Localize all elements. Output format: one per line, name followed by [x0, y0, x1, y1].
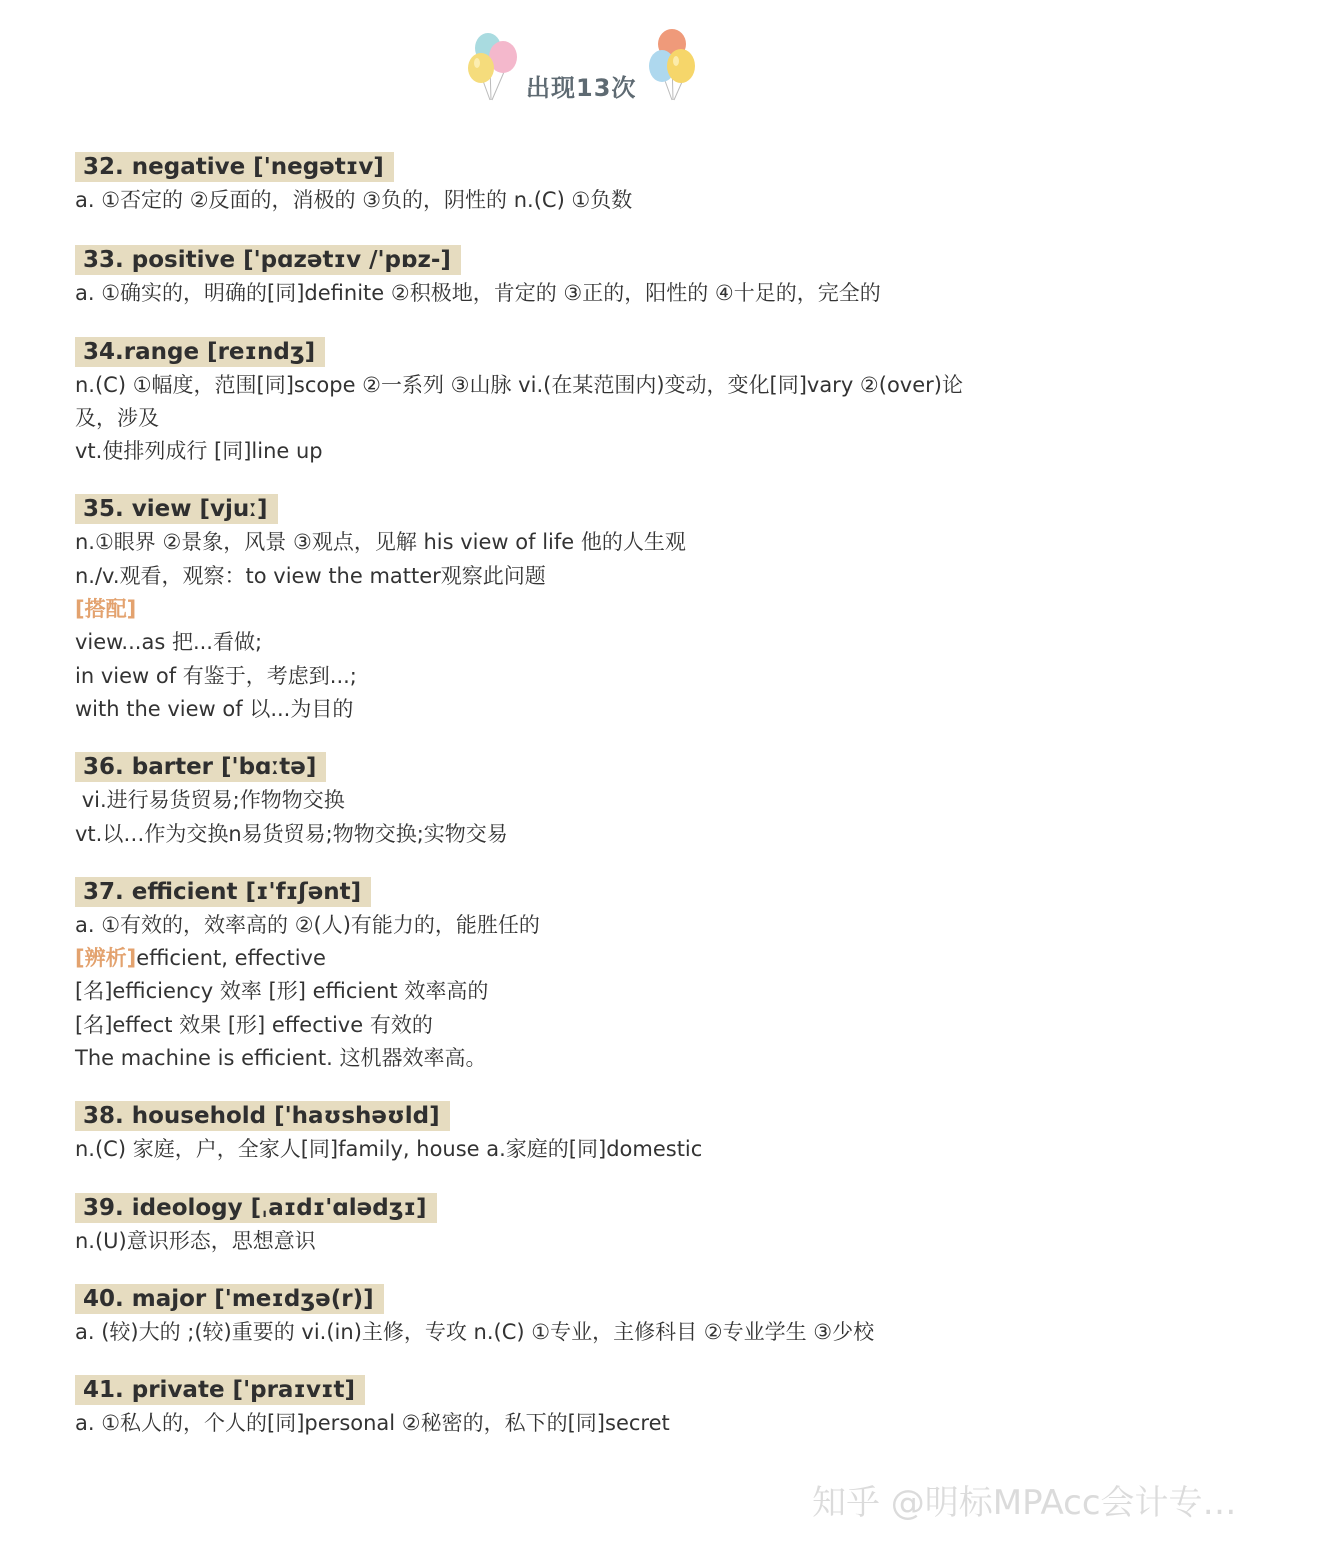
vocab-entry — [75, 877, 1255, 1075]
vocab-entry — [75, 1101, 1255, 1166]
definition-text: n.①眼界 ②景象，风景 ③观点，见解 his view of life 他的人生观 — [75, 530, 686, 555]
definition-text: a. ①确实的，明确的[同]definite ②积极地，肯定的 ③正的，阳性的 ④十足的，完全的 — [75, 281, 881, 306]
vocab-entry — [75, 752, 1255, 851]
definition-text: vt.使排列成行 [同]line up — [75, 439, 323, 464]
definition-text: with the view of 以...为目的 — [75, 696, 354, 721]
vocab-headword: 34.range [reɪndʒ] — [75, 337, 325, 367]
vocab-headword: 37. efficient [ɪ'fɪʃənt] — [75, 877, 371, 907]
definition-text: n.(U)意识形态，思想意识 — [75, 1228, 316, 1253]
vocab-entry — [75, 337, 1255, 469]
definition-line — [75, 526, 1255, 559]
vocab-headword: 39. ideology [ˌaɪdɪ'ɑlədʒɪ] — [75, 1193, 437, 1223]
definition-text: a. (较)大的 ;(较)重要的 vi.(in)主修，专攻 n.(C) ①专业，主修科目 ②专业学生 ③少校 — [75, 1319, 875, 1344]
definition-text: view...as 把...看做; — [75, 630, 263, 655]
vocab-headword: 41. private ['praɪvɪt] — [75, 1375, 365, 1405]
vocab-headword: 35. view [vjuː] — [75, 494, 278, 524]
definition-text: The machine is efficient. 这机器效率高。 — [75, 1046, 487, 1071]
page-title: 出现13次 — [526, 74, 637, 102]
definition-line — [75, 975, 1255, 1008]
definition-line — [75, 1407, 1255, 1440]
definition-text: in view of 有鉴于，考虑到...; — [75, 663, 357, 688]
definition-line — [75, 369, 1255, 402]
definition-line — [75, 818, 1255, 851]
vocab-entry — [75, 245, 1255, 310]
definition-text: [名]efficiency 效率 [形] efficient 效率高的 — [75, 979, 489, 1004]
vocabulary-list — [75, 152, 1255, 1467]
definition-line — [75, 909, 1255, 942]
definition-text: a. ①否定的 ②反面的，消极的 ③负的，阴性的 n.(C) ①负数 — [75, 188, 633, 212]
definition-line — [75, 277, 1255, 310]
definition-text: vt.以…作为交换n易货贸易;物物交换;实物交易 — [75, 821, 508, 846]
section-tag: [辨析] — [75, 946, 137, 971]
balloons-icon — [644, 28, 704, 108]
definition-line — [75, 1316, 1255, 1349]
definition-text: efficient, effective — [136, 946, 326, 971]
vocab-entry — [75, 1284, 1255, 1349]
definition-line — [75, 593, 1255, 626]
definition-line — [75, 435, 1255, 468]
definition-line — [75, 1133, 1255, 1166]
definition-line — [75, 402, 1255, 435]
definition-text: [名]effect 效果 [形] effective 有效的 — [75, 1012, 433, 1037]
definition-line — [75, 693, 1255, 726]
definition-line — [75, 626, 1255, 659]
definition-line — [75, 784, 1255, 817]
vocab-entry — [75, 494, 1255, 726]
definition-line — [75, 184, 1255, 217]
definition-line — [75, 1009, 1255, 1042]
definition-line — [75, 942, 1255, 975]
vocab-headword: 40. major ['meɪdʒə(r)] — [75, 1284, 384, 1314]
vocab-headword: 36. barter ['bɑːtə] — [75, 752, 326, 782]
definition-text: n./v.观看，观察：to view the matter观察此问题 — [75, 563, 546, 588]
definition-text: a. ①私人的，个人的[同]personal ②秘密的，私下的[同]secret — [75, 1411, 670, 1436]
definition-line — [75, 560, 1255, 593]
definition-text: n.(C) 家庭，户，全家人[同]family, house a.家庭的[同]domestic — [75, 1137, 703, 1162]
definition-line — [75, 1042, 1255, 1075]
definition-line — [75, 1225, 1255, 1258]
vocab-headword: 33. positive ['pɑzətɪv /'pɒz-] — [75, 245, 461, 275]
definition-text: a. ①有效的，效率高的 ②(人)有能力的，能胜任的 — [75, 912, 540, 937]
definition-text: n.(C) ①幅度，范围[同]scope ②一系列 ③山脉 vi.(在某范围内)变动，变化[同]vary ②(over)论 — [75, 372, 963, 397]
definition-text: 及，涉及 — [75, 405, 159, 430]
vocab-headword: 32. negative ['negətɪv] — [75, 152, 394, 182]
page-header — [466, 28, 706, 108]
section-tag: [搭配] — [75, 597, 137, 622]
definition-line — [75, 660, 1255, 693]
watermark: 知乎 @明标MPAcc会计专… — [812, 1483, 1237, 1523]
vocab-entry — [75, 152, 1255, 217]
definition-text: vi.进行易货贸易;作物物交换 — [75, 788, 345, 813]
vocab-entry — [75, 1193, 1255, 1258]
vocab-headword: 38. household ['haʊshəʊld] — [75, 1101, 450, 1131]
vocab-entry — [75, 1375, 1255, 1440]
balloons-icon — [466, 28, 526, 108]
